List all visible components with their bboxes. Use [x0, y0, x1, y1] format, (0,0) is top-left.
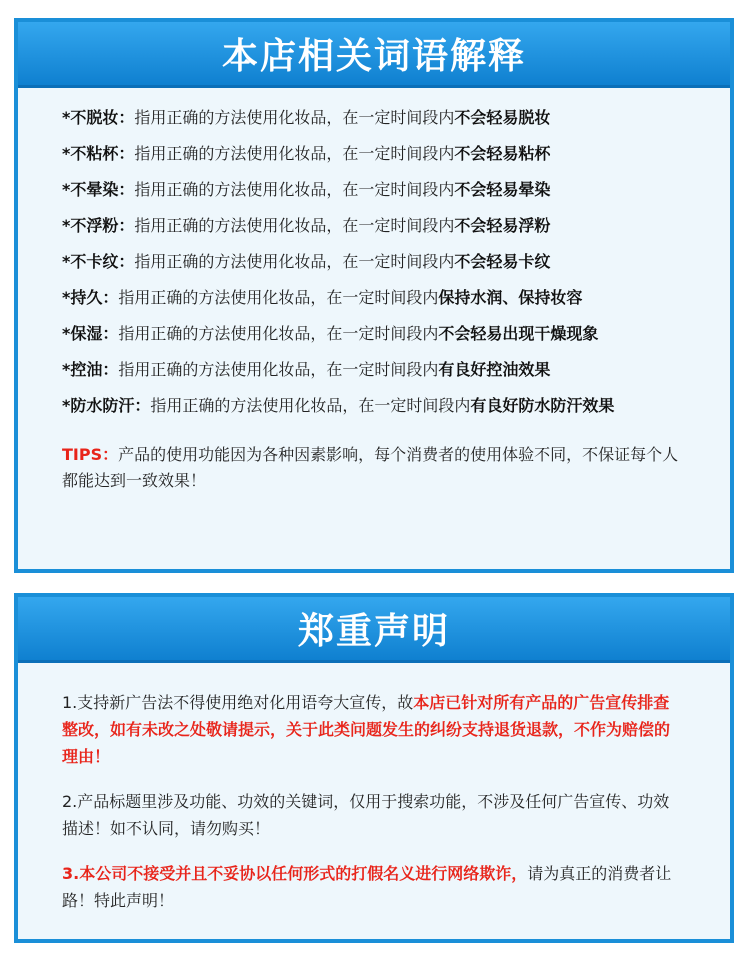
term-highlight: 不会轻易粘杯 — [454, 144, 551, 163]
term: *不晕染： — [62, 180, 135, 199]
term: *不脱妆： — [62, 108, 135, 127]
tips-note — [62, 442, 730, 494]
term-highlight: 有良好控油效果 — [438, 360, 551, 379]
term-highlight: 不会轻易卡纹 — [454, 252, 551, 271]
term-highlight: 不会轻易出现干燥现象 — [438, 324, 599, 343]
term-desc: 指用正确的方法使用化妆品，在一定时间段内 — [134, 180, 455, 199]
tips-text: 产品的使用功能因为各种因素影响，每个消费者的使用体验不同，不保证每个人都能达到一致效果！ — [62, 445, 679, 490]
term-highlight: 不会轻易浮粉 — [454, 216, 551, 235]
term-desc: 指用正确的方法使用化妆品，在一定时间段内 — [118, 324, 439, 343]
glossary-item — [62, 288, 730, 324]
term: *不粘杯： — [62, 144, 135, 163]
statement-paragraph-2 — [62, 788, 684, 842]
term: *不浮粉： — [62, 216, 135, 235]
term: *不卡纹： — [62, 252, 135, 271]
p1-red: 本店已针对所有产品的广告宣传排查整改，如有未改之处敬请提示，关于此类问题发生的纠纷支持退货退款，不作为赔偿的理由！ — [62, 693, 671, 766]
glossary-item — [62, 144, 730, 180]
p1-normal: 1.支持新广告法不得使用绝对化用语夸大宣传，故 — [62, 693, 414, 712]
glossary-title: 本店相关词语解释 — [18, 22, 730, 88]
term: *防水防汗： — [62, 396, 151, 415]
statement-panel — [14, 593, 734, 943]
glossary-item — [62, 180, 730, 216]
term-highlight: 有良好防水防汗效果 — [470, 396, 615, 415]
glossary-item — [62, 360, 730, 396]
term-desc: 指用正确的方法使用化妆品，在一定时间段内 — [134, 252, 455, 271]
term-highlight: 不会轻易脱妆 — [454, 108, 551, 127]
glossary-item — [62, 108, 730, 144]
statement-body — [18, 663, 730, 914]
glossary-item — [62, 324, 730, 360]
term-desc: 指用正确的方法使用化妆品，在一定时间段内 — [118, 360, 439, 379]
glossary-item — [62, 216, 730, 252]
glossary-item — [62, 252, 730, 288]
glossary-item — [62, 396, 730, 432]
glossary-panel — [14, 18, 734, 573]
term-desc: 指用正确的方法使用化妆品，在一定时间段内 — [134, 108, 455, 127]
term-desc: 指用正确的方法使用化妆品，在一定时间段内 — [134, 144, 455, 163]
p3-red: 3.本公司不接受并且不妥协以任何形式的打假名义进行网络欺诈， — [62, 864, 528, 883]
p3-normal: 请为真正的消费者让路！特此声明！ — [62, 864, 672, 910]
term: *控油： — [62, 360, 119, 379]
term-desc: 指用正确的方法使用化妆品，在一定时间段内 — [134, 216, 455, 235]
tips-label: TIPS： — [62, 445, 119, 464]
p2-text: 2.产品标题里涉及功能、功效的关键词，仅用于搜索功能，不涉及任何广告宣传、功效描述！如不认同，请勿购买！ — [62, 792, 670, 838]
term-highlight: 保持水润、保持妆容 — [438, 288, 583, 307]
term-highlight: 不会轻易晕染 — [454, 180, 551, 199]
term: *持久： — [62, 288, 119, 307]
statement-paragraph-3 — [62, 860, 684, 914]
statement-title: 郑重声明 — [18, 597, 730, 663]
term: *保湿： — [62, 324, 119, 343]
term-desc: 指用正确的方法使用化妆品，在一定时间段内 — [150, 396, 471, 415]
glossary-list — [18, 88, 730, 494]
statement-paragraph-1 — [62, 689, 684, 770]
term-desc: 指用正确的方法使用化妆品，在一定时间段内 — [118, 288, 439, 307]
